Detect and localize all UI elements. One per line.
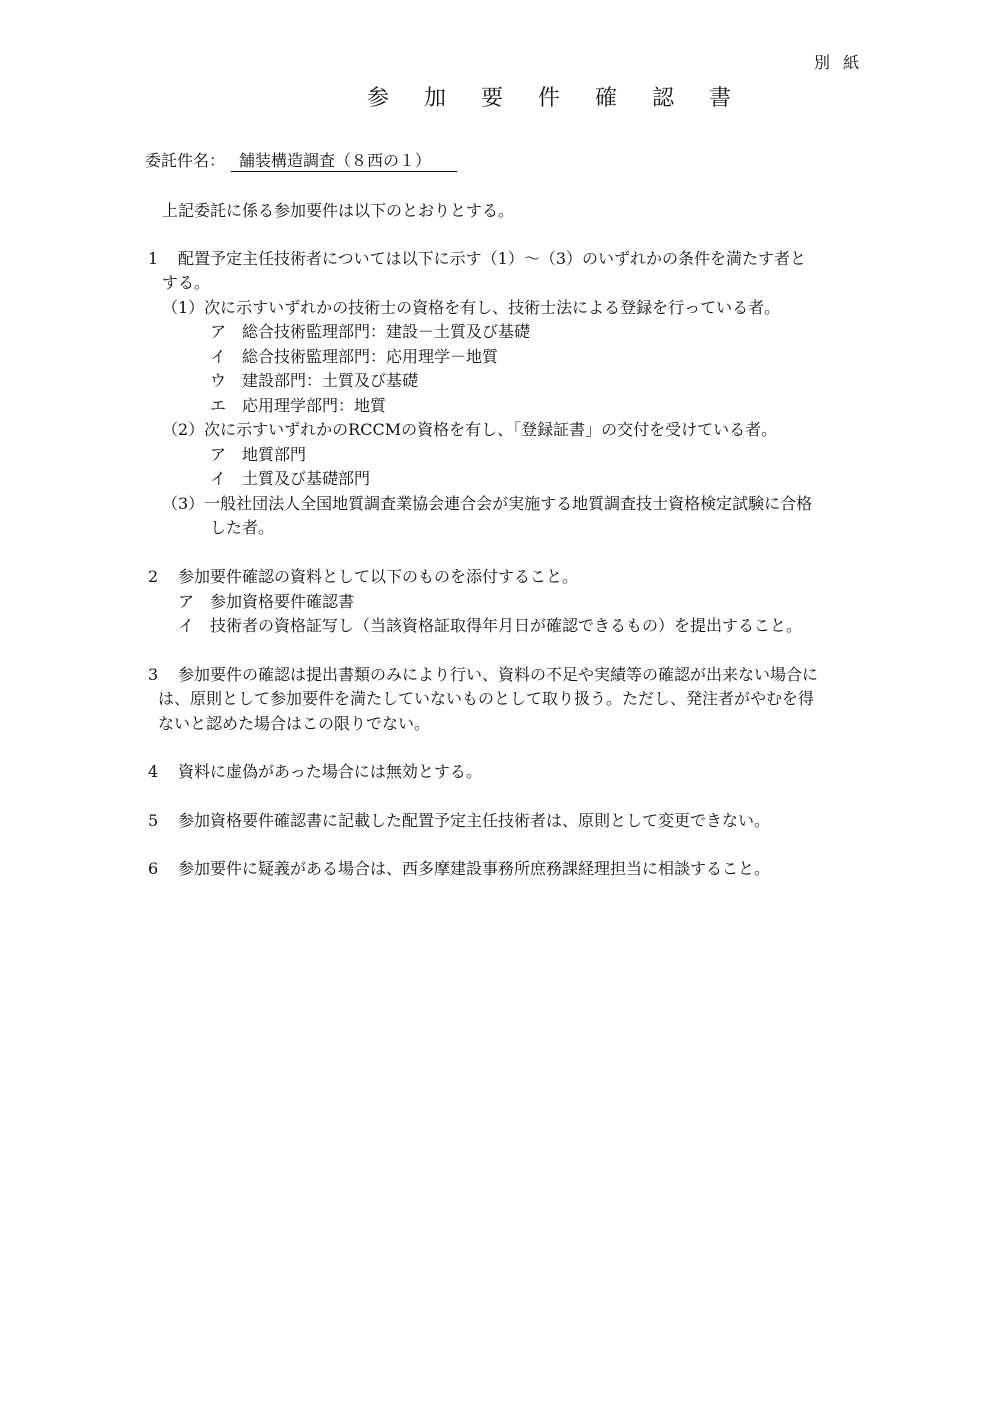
section-4-line <box>148 762 482 781</box>
section-5-number: 5 <box>148 811 159 830</box>
section-1-sub-1-item-a: ア 総合技術監理部門：建設－土質及び基礎 <box>210 322 531 341</box>
section-3-number: 3 <box>148 665 159 684</box>
section-1-sub-3-line-2: した者。 <box>210 518 275 537</box>
section-1-sub-2-item-i: イ 土質及び基礎部門 <box>210 469 371 488</box>
section-4-number: 4 <box>148 762 159 781</box>
section-3-line-3: ないと認めた場合はこの限りでない。 <box>158 714 431 733</box>
section-2-item-i: イ 技術者の資格証写し（当該資格証取得年月日が確認できるもの）を提出すること。 <box>178 616 803 635</box>
section-6-text: 参加要件に疑義がある場合は、西多摩建設事務所庶務課経理担当に相談すること。 <box>178 859 771 878</box>
section-1-sub-3-line-1: （3）一般社団法人全国地質調査業協会連合会が実施する地質調査技士資格検定試験に合格 <box>162 494 813 513</box>
project-name: 舗装構造調査（８西の１） <box>231 151 457 172</box>
section-1-line-1 <box>148 249 806 268</box>
section-2-line <box>148 567 578 586</box>
section-2-item-a: ア 参加資格要件確認書 <box>178 592 355 611</box>
section-1-sub-1: （1）次に示すいずれかの技術士の資格を有し、技術士法による登録を行っている者。 <box>162 298 781 317</box>
intro-text: 上記委託に係る参加要件は以下のとおりとする。 <box>162 201 515 220</box>
section-5-line <box>148 811 770 830</box>
section-5-text: 参加資格要件確認書に記載した配置予定主任技術者は、原則として変更できない。 <box>178 811 771 830</box>
section-2-text: 参加要件確認の資料として以下のものを添付すること。 <box>178 567 579 586</box>
project-line <box>145 151 457 172</box>
section-1-sub-1-item-e: エ 応用理学部門：地質 <box>210 396 387 415</box>
section-3-line-2: は、原則として参加要件を満たしていないものとして取り扱う。ただし、発注者がやむを得 <box>158 689 815 708</box>
section-1-sub-2-item-a: ア 地質部門 <box>210 445 307 464</box>
section-1-number: 1 <box>148 249 159 268</box>
section-3-line-1 <box>148 665 818 684</box>
section-2-number: 2 <box>148 567 159 586</box>
section-1-sub-2: （2）次に示すいずれかのRCCMの資格を有し、「登録証書」の交付を受けている者。 <box>162 420 778 439</box>
document-title: 参 加 要 件 確 認 書 <box>367 86 745 111</box>
project-label: 委託件名： <box>145 151 226 170</box>
section-1-text-1: 配置予定主任技術者については以下に示す（1）～（3）のいずれかの条件を満たす者と <box>178 249 807 268</box>
section-4-text: 資料に虚偽があった場合には無効とする。 <box>178 762 482 781</box>
section-1-line-2: する。 <box>162 273 211 292</box>
section-6-number: 6 <box>148 859 159 878</box>
section-3-text-1: 参加要件の確認は提出書類のみにより行い、資料の不足や実績等の確認が出来ない場合に <box>178 665 819 684</box>
attachment-label: 別 紙 <box>814 53 864 72</box>
section-1-sub-1-item-i: イ 総合技術監理部門：応用理学－地質 <box>210 347 499 366</box>
section-1-sub-1-item-u: ウ 建設部門：土質及び基礎 <box>210 371 419 390</box>
section-6-line <box>148 859 770 878</box>
